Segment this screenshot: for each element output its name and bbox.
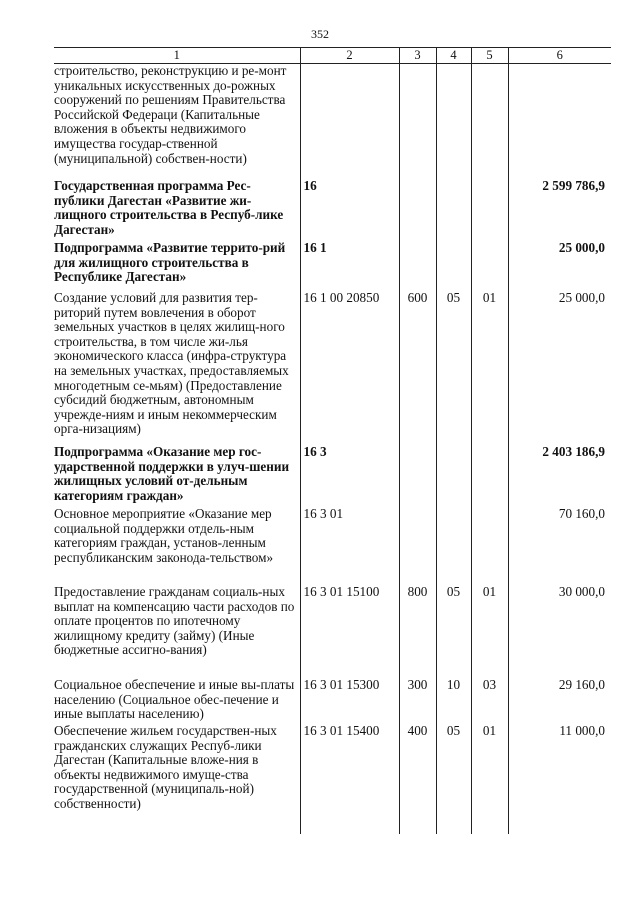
- row-section: 05: [436, 724, 471, 816]
- row-description: Подпрограмма «Оказание мер гос-ударственной поддержки в улуч-шении жилищных условий от-дельным категориям граждан»: [54, 445, 300, 507]
- row-amount: 2 403 186,9: [508, 445, 611, 507]
- row-expense-type: [399, 241, 436, 291]
- row-section: [436, 445, 471, 507]
- budget-table: [54, 47, 611, 834]
- row-description: строительство, реконструкцию и ре-монт уникальных искусственных до-рожных сооружений по решениям Правительства Российской Федераци (Капитальные вложения в объекты недвижимого имущества государ-ственной (муниципальной) собствен-ности): [54, 64, 300, 180]
- row-expense-type: [399, 507, 436, 585]
- row-expense-type: [399, 445, 436, 507]
- row-amount: 25 000,0: [508, 291, 611, 445]
- row-description: Создание условий для развития тер-риторий путем вовлечения в оборот земельных участков в целях жилищ-ного строительства, в том числе жи-лья экономического класса (инфра-структура на земельных участках, предоставляемых многодетным се-мьям) (Предоставление субсидий бюджетным, автономным учрежде-ниям и иным некоммерческим орга-низациям): [54, 291, 300, 445]
- empty-cell: [399, 816, 436, 834]
- row-subsection: [471, 64, 508, 180]
- row-amount: [508, 64, 611, 180]
- row-description: Основное мероприятие «Оказание мер социальной поддержки отдель-ным категориям граждан, установ-ленным республиканским законода-тельством»: [54, 507, 300, 585]
- column-header: 1: [54, 48, 300, 64]
- row-code: 16 1 00 20850: [300, 291, 399, 445]
- table-row: [54, 179, 611, 241]
- row-amount: 70 160,0: [508, 507, 611, 585]
- row-subsection: 01: [471, 585, 508, 678]
- column-header: 3: [399, 48, 436, 64]
- row-subsection: 01: [471, 291, 508, 445]
- row-description: Обеспечение жильем государствен-ных гражданских служащих Респуб-лики Дагестан (Капитальные вложе-ния в объекты недвижимого имуще-ства государственной (муниципаль-ной) собственности): [54, 724, 300, 816]
- row-expense-type: 600: [399, 291, 436, 445]
- table-body: [54, 64, 611, 835]
- column-header: 5: [471, 48, 508, 64]
- row-code: 16: [300, 179, 399, 241]
- row-expense-type: 400: [399, 724, 436, 816]
- row-description: Государственная программа Рес-публики Дагестан «Развитие жи-лищного строительства в Респуб-лике Дагестан»: [54, 179, 300, 241]
- row-section: 05: [436, 585, 471, 678]
- row-code: 16 3 01: [300, 507, 399, 585]
- row-section: [436, 179, 471, 241]
- table-row: [54, 64, 611, 180]
- empty-cell: [508, 816, 611, 834]
- row-expense-type: 800: [399, 585, 436, 678]
- table-row: [54, 241, 611, 291]
- table-row: [54, 507, 611, 585]
- empty-cell: [300, 816, 399, 834]
- row-amount: 30 000,0: [508, 585, 611, 678]
- row-section: [436, 64, 471, 180]
- row-description: Социальное обеспечение и иные вы-платы населению (Социальное обес-печение и иные выплаты населению): [54, 678, 300, 724]
- table-row: [54, 445, 611, 507]
- row-amount: 11 000,0: [508, 724, 611, 816]
- row-code: 16 3 01 15300: [300, 678, 399, 724]
- row-code: 16 3 01 15100: [300, 585, 399, 678]
- table-header-row: [54, 48, 611, 64]
- row-section: 05: [436, 291, 471, 445]
- row-amount: 29 160,0: [508, 678, 611, 724]
- row-code: 16 3: [300, 445, 399, 507]
- row-subsection: [471, 445, 508, 507]
- column-header: 6: [508, 48, 611, 64]
- table-row: [54, 585, 611, 678]
- row-code: 16 1: [300, 241, 399, 291]
- empty-cell: [471, 816, 508, 834]
- row-section: [436, 507, 471, 585]
- row-expense-type: [399, 64, 436, 180]
- empty-cell: [436, 816, 471, 834]
- column-header: 2: [300, 48, 399, 64]
- empty-cell: [54, 816, 300, 834]
- row-description: Подпрограмма «Развитие террито-рий для жилищного строительства в Республике Дагестан»: [54, 241, 300, 291]
- row-subsection: [471, 179, 508, 241]
- column-header: 4: [436, 48, 471, 64]
- row-description: Предоставление гражданам социаль-ных выплат на компенсацию части расходов по оплате процентов по ипотечному жилищному кредиту (займу) (Иные бюджетные ассигно-вания): [54, 585, 300, 678]
- table-row: [54, 678, 611, 724]
- table-row: [54, 724, 611, 816]
- row-expense-type: [399, 179, 436, 241]
- row-section: 10: [436, 678, 471, 724]
- row-code: 16 3 01 15400: [300, 724, 399, 816]
- page-number: 352: [311, 27, 329, 41]
- row-subsection: 01: [471, 724, 508, 816]
- table-row: [54, 291, 611, 445]
- table-filler-row: [54, 816, 611, 834]
- row-amount: 2 599 786,9: [508, 179, 611, 241]
- row-code: [300, 64, 399, 180]
- row-subsection: [471, 241, 508, 291]
- row-section: [436, 241, 471, 291]
- row-subsection: [471, 507, 508, 585]
- row-subsection: 03: [471, 678, 508, 724]
- row-amount: 25 000,0: [508, 241, 611, 291]
- row-expense-type: 300: [399, 678, 436, 724]
